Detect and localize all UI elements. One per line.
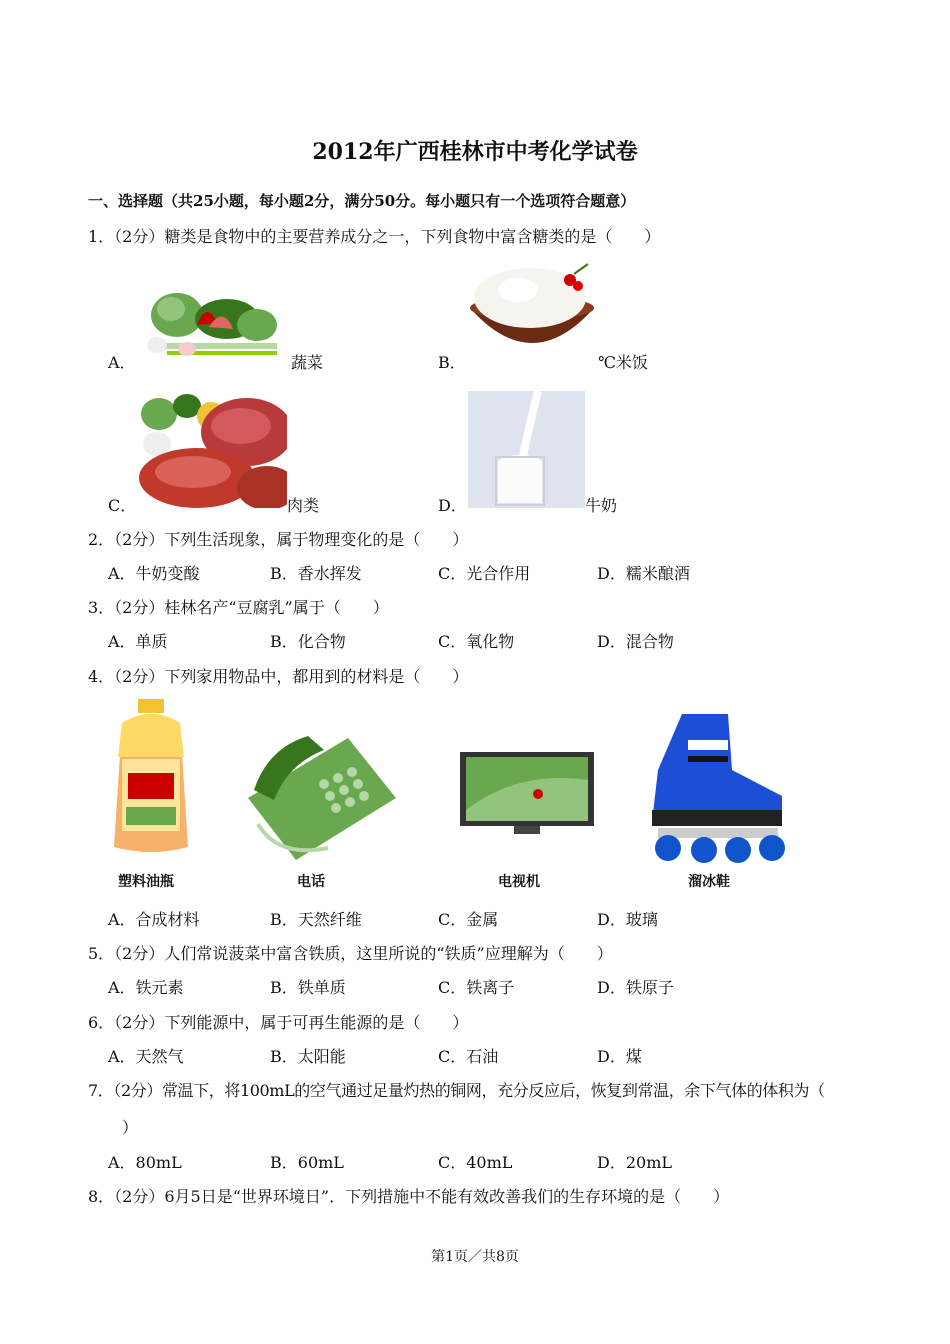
q1-option-a-label: 蔬菜 — [291, 353, 324, 372]
q2-option-a: A．牛奶变酸 — [108, 564, 200, 583]
q1-option-d-label: 牛奶 — [585, 496, 618, 515]
q1-option-b-letter: B． — [438, 353, 466, 372]
plastic-oil-bottle-image — [108, 697, 194, 859]
rice-bowl-image — [466, 258, 598, 366]
caption-television: 电视机 — [498, 874, 540, 890]
q5-option-d: D．铁原子 — [597, 978, 674, 997]
q7-option-d: D．20mL — [597, 1153, 672, 1172]
q7-option-b: B．60mL — [270, 1153, 344, 1172]
q1-option-a-letter: A． — [108, 353, 136, 372]
caption-plastic-oil-bottle: 塑料油瓶 — [118, 874, 174, 890]
q5-option-b: B．铁单质 — [270, 978, 346, 997]
q6-option-a: A．天然气 — [108, 1047, 184, 1066]
question-5: 5．（2分）人们常说菠菜中富含铁质，这里所说的“铁质”应理解为（ ） — [88, 944, 613, 963]
question-1: 1．（2分）糖类是食物中的主要营养成分之一，下列食物中富含糖类的是（ ） — [88, 227, 661, 246]
q4-option-a: A．合成材料 — [108, 910, 200, 929]
question-7: 7．（2分）常温下，将100mL的空气通过足量灼热的铜网，充分反应后，恢复到常温，余下气体的体积为（ — [88, 1081, 825, 1100]
q6-option-b: B．太阳能 — [270, 1047, 346, 1066]
question-2: 2．（2分）下列生活现象，属于物理变化的是（ ） — [88, 530, 469, 549]
caption-roller-skate: 溜冰鞋 — [688, 874, 730, 890]
q6-option-c: C．石油 — [438, 1047, 499, 1066]
q3-option-b: B．化合物 — [270, 632, 346, 651]
q2-option-b: B．香水挥发 — [270, 564, 362, 583]
vegetables-image — [137, 285, 291, 365]
q4-option-c: C．金属 — [438, 910, 499, 929]
milk-image — [468, 391, 585, 508]
caption-telephone: 电话 — [297, 874, 325, 890]
television-image — [458, 750, 596, 836]
question-3: 3．（2分）桂林名产“豆腐乳”属于（ ） — [88, 598, 389, 617]
q3-option-d: D．混合物 — [597, 632, 674, 651]
q1-option-c-letter: C． — [108, 496, 137, 515]
question-8: 8．（2分）6月5日是“世界环境日”．下列措施中不能有效改善我们的生存环境的是（ ） — [88, 1187, 730, 1206]
page-title: 2012年广西桂林市中考化学试卷 — [312, 139, 638, 165]
page-footer: 第1页／共8页 — [431, 1249, 519, 1265]
q4-option-d: D．玻璃 — [597, 910, 658, 929]
question-6: 6．（2分）下列能源中，属于可再生能源的是（ ） — [88, 1013, 469, 1032]
q5-option-c: C．铁离子 — [438, 978, 515, 997]
q7-option-a: A．80mL — [108, 1153, 182, 1172]
q2-option-c: C．光合作用 — [438, 564, 531, 583]
q5-option-a: A．铁元素 — [108, 978, 184, 997]
q2-option-d: D．糯米酿酒 — [597, 564, 690, 583]
meat-image — [137, 392, 287, 508]
q1-option-c-label: 肉类 — [287, 496, 320, 515]
q7-option-c: C．40mL — [438, 1153, 513, 1172]
telephone-image — [238, 728, 398, 862]
question-7-continuation: ） — [122, 1118, 139, 1137]
question-4: 4．（2分）下列家用物品中，都用到的材料是（ ） — [88, 667, 469, 686]
q4-option-b: B．天然纤维 — [270, 910, 362, 929]
q6-option-d: D．煤 — [597, 1047, 642, 1066]
q1-option-d-letter: D． — [438, 496, 467, 515]
q1-option-b-label: ℃米饭 — [598, 353, 648, 372]
section-heading: 一、选择题（共25小题，每小题2分，满分50分。每小题只有一个选项符合题意） — [88, 192, 636, 210]
q3-option-c: C．氧化物 — [438, 632, 515, 651]
q3-option-a: A．单质 — [108, 632, 168, 651]
roller-skate-image — [632, 710, 794, 866]
